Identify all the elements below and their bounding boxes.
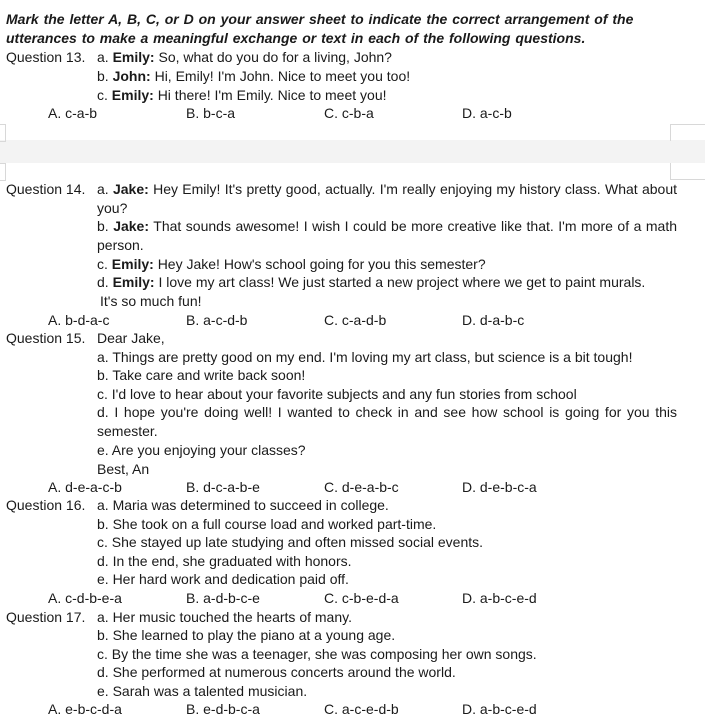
page-corner-left-top [0,124,6,142]
q13-item-b: b. John: Hi, Emily! I'm John. Nice to meet you too! [97,68,411,84]
q16-item-a: a. Maria was determined to succeed in college. [97,497,389,513]
q14-option-c: C. c-a-d-b [324,312,387,328]
q15-item-d: d. I hope you're doing well! I wanted to check in and see how school is going for you this semester. [97,404,677,439]
page-corner-left-bottom [0,163,6,181]
question-16-label: Question 16. [6,497,86,513]
q14-option-d: D. d-a-b-c [462,312,525,328]
q17-option-a: A. e-b-c-d-a [48,701,122,717]
q15-option-b: B. d-c-a-b-e [186,479,260,495]
q16-option-c: C. c-b-e-d-a [324,590,399,606]
q15-item-b: b. Take care and write back soon! [97,367,306,383]
q17-item-b: b. She learned to play the piano at a young age. [97,627,396,643]
q14-item-d-continued: It's so much fun! [100,293,202,309]
q15-item-e: e. Are you enjoying your classes? [97,442,306,458]
q16-item-c: c. She stayed up late studying and often missed social events. [97,534,484,550]
q16-option-b: B. a-d-b-c-e [186,590,260,606]
q16-option-d: D. a-b-c-e-d [462,590,537,606]
q15-greeting: Dear Jake, [97,330,165,346]
q17-item-d: d. She performed at numerous concerts around the world. [97,664,456,680]
q14-option-b: B. a-c-d-b [186,312,248,328]
page-corner-right-bottom [670,163,705,180]
q13-option-b: B. b-c-a [186,105,236,121]
question-13-label: Question 13. [6,49,86,65]
q15-option-a: A. d-e-a-c-b [48,479,122,495]
q17-option-c: C. a-c-e-d-b [324,701,399,717]
q15-closing: Best, An [97,461,150,477]
instruction: Mark the letter A, B, C, or D on your answer sheet to indicate the correct arrangement of the utterances to make a meaningful exchange or text in each of the following questions. [6,11,634,46]
question-17-label: Question 17. [6,609,86,625]
question-15-label: Question 15. [6,330,86,346]
q13-item-c: c. Emily: Hi there! I'm Emily. Nice to meet you! [97,87,387,103]
q13-item-a: a. Emily: So, what do you do for a living, John? [97,49,392,65]
q14-item-a: a. Jake: Hey Emily! It's pretty good, actually. I'm really enjoying my history class. What about you? [97,181,677,216]
q15-option-c: C. d-e-a-b-c [324,479,399,495]
q15-item-a: a. Things are pretty good on my end. I'm loving my art class, but science is a bit tough! [97,349,633,365]
q17-item-c: c. By the time she was a teenager, she was composing her own songs. [97,646,537,662]
q17-item-a: a. Her music touched the hearts of many. [97,609,352,625]
q14-item-d: d. Emily: I love my art class! We just started a new project where we get to paint murals. [97,274,646,290]
q14-item-c: c. Emily: Hey Jake! How's school going for you this semester? [97,256,486,272]
question-14-label: Question 14. [6,181,86,197]
q16-item-b: b. She took on a full course load and worked part-time. [97,516,437,532]
q13-option-a: A. c-a-b [48,105,98,121]
q13-option-c: C. c-b-a [324,105,374,121]
q14-option-a: A. b-d-a-c [48,312,110,328]
q15-option-d: D. d-e-b-c-a [462,479,537,495]
q13-option-d: D. a-c-b [462,105,512,121]
q15-item-c: c. I'd love to hear about your favorite subjects and any fun stories from school [97,386,577,402]
q17-option-d: D. a-b-c-e-d [462,701,537,717]
q16-item-d: d. In the end, she graduated with honors. [97,553,352,569]
q14-item-b: b. Jake: That sounds awesome! I wish I could be more creative like that. I'm more of a math person. [97,218,678,253]
page-break [0,140,705,163]
page-corner-right-top [670,124,705,141]
q16-item-e: e. Her hard work and dedication paid off. [97,571,349,587]
q16-option-a: A. c-d-b-e-a [48,590,122,606]
q17-item-e: e. Sarah was a talented musician. [97,683,308,699]
q17-option-b: B. e-d-b-c-a [186,701,260,717]
